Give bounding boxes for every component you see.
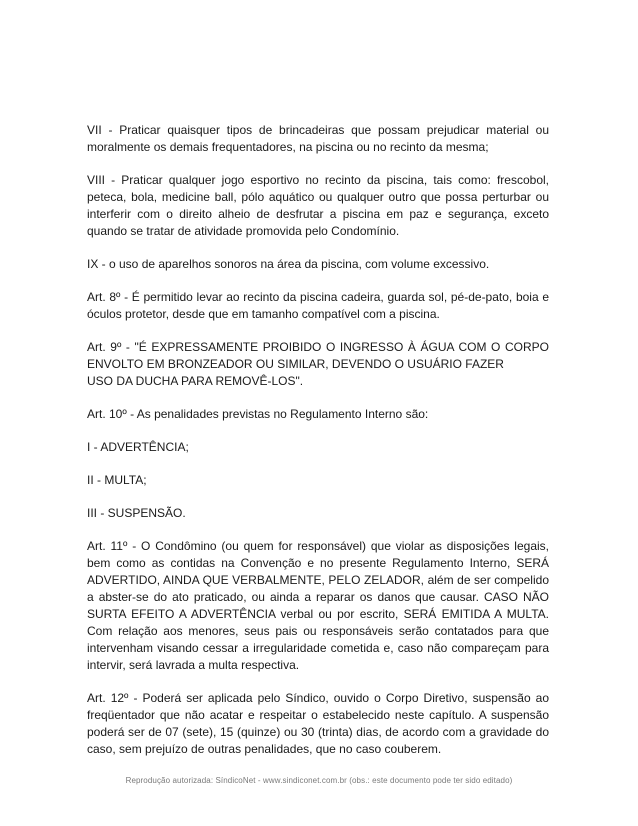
paragraph-line: Art. 10º - As penalidades previstas no Regulamento Interno são: [87, 407, 429, 421]
paragraph-vii [87, 122, 549, 156]
paragraph-art-8 [87, 289, 549, 323]
paragraph-line: Art. 8º - É permitido levar ao recinto da piscina cadeira, guarda sol, pé-de-pato, boia e óculos protetor, desde que em tamanho compatível com a piscina. [87, 290, 549, 321]
paragraph-line: I - ADVERTÊNCIA; [87, 440, 189, 454]
list-item-multa [87, 472, 549, 489]
paragraph-line: IX - o uso de aparelhos sonoros na área da piscina, com volume excessivo. [87, 257, 490, 271]
paragraph-line: VIII - Praticar qualquer jogo esportivo no recinto da piscina, tais como: frescobol, peteca, bola, medicine ball, pólo aquático ou qualquer outro que possa perturbar ou interferir com o direito alheio de desfrutar a piscina em paz e segurança, exceto quando se tratar de atividade promovida pelo Condomínio. [87, 173, 549, 238]
list-item-suspensao [87, 505, 549, 522]
paragraph-line: II - MULTA; [87, 473, 147, 487]
paragraph-art-9 [87, 339, 549, 390]
paragraph-art-10 [87, 406, 549, 423]
paragraph-line: Art. 12º - Poderá ser aplicada pelo Síndico, ouvido o Corpo Diretivo, suspensão ao freqüentador que não acatar e respeitar o estabelecido neste capítulo. A suspensão poderá ser de 07 (sete), 15 (quinze) ou 30 (trinta) dias, de acordo com a gravidade do caso, sem prejuízo de outras penalidades, que no caso couberem. [87, 691, 549, 756]
paragraph-art-11 [87, 538, 549, 674]
paragraph-line: Art. 9º - "É EXPRESSAMENTE PROIBIDO O INGRESSO À ÁGUA COM O CORPO ENVOLTO EM BRONZEADOR OU SIMILAR, DEVENDO O USUÁRIO FAZER [87, 340, 549, 371]
paragraph-line: USO DA DUCHA PARA REMOVÊ-LOS". [87, 374, 304, 388]
paragraph-line: III - SUSPENSÃO. [87, 506, 186, 520]
paragraph-ix [87, 256, 549, 273]
page-footer: Reprodução autorizada: SíndicoNet - www.sindiconet.com.br (obs.: este documento pode ter sido editado) [125, 776, 513, 785]
paragraph-viii [87, 172, 549, 240]
paragraph-art-12 [87, 690, 549, 758]
document-body [87, 122, 549, 774]
list-item-advertencia [87, 439, 549, 456]
paragraph-line: Art. 11º - O Condômino (ou quem for responsável) que violar as disposições legais, bem como as contidas na Convenção e no presente Regulamento Interno, SERÁ ADVERTIDO, AINDA QUE VERBALMENTE, PELO ZELADOR, além de ser compelido a abster-se do ato praticado, ou ainda a reparar os danos que causar. CASO NÃO SURTA EFEITO A ADVERTÊNCIA verbal ou por escrito, SERÁ EMITIDA A MULTA. Com relação aos menores, seus pais ou responsáveis serão contatados para que intervenham visando cessar a irregularidade cometida e, caso não compareçam para intervir, será lavrada a multa respectiva. [87, 539, 549, 672]
paragraph-line: VII - Praticar quaisquer tipos de brincadeiras que possam prejudicar material ou moralmente os demais frequentadores, na piscina ou no recinto da mesma; [87, 123, 549, 154]
